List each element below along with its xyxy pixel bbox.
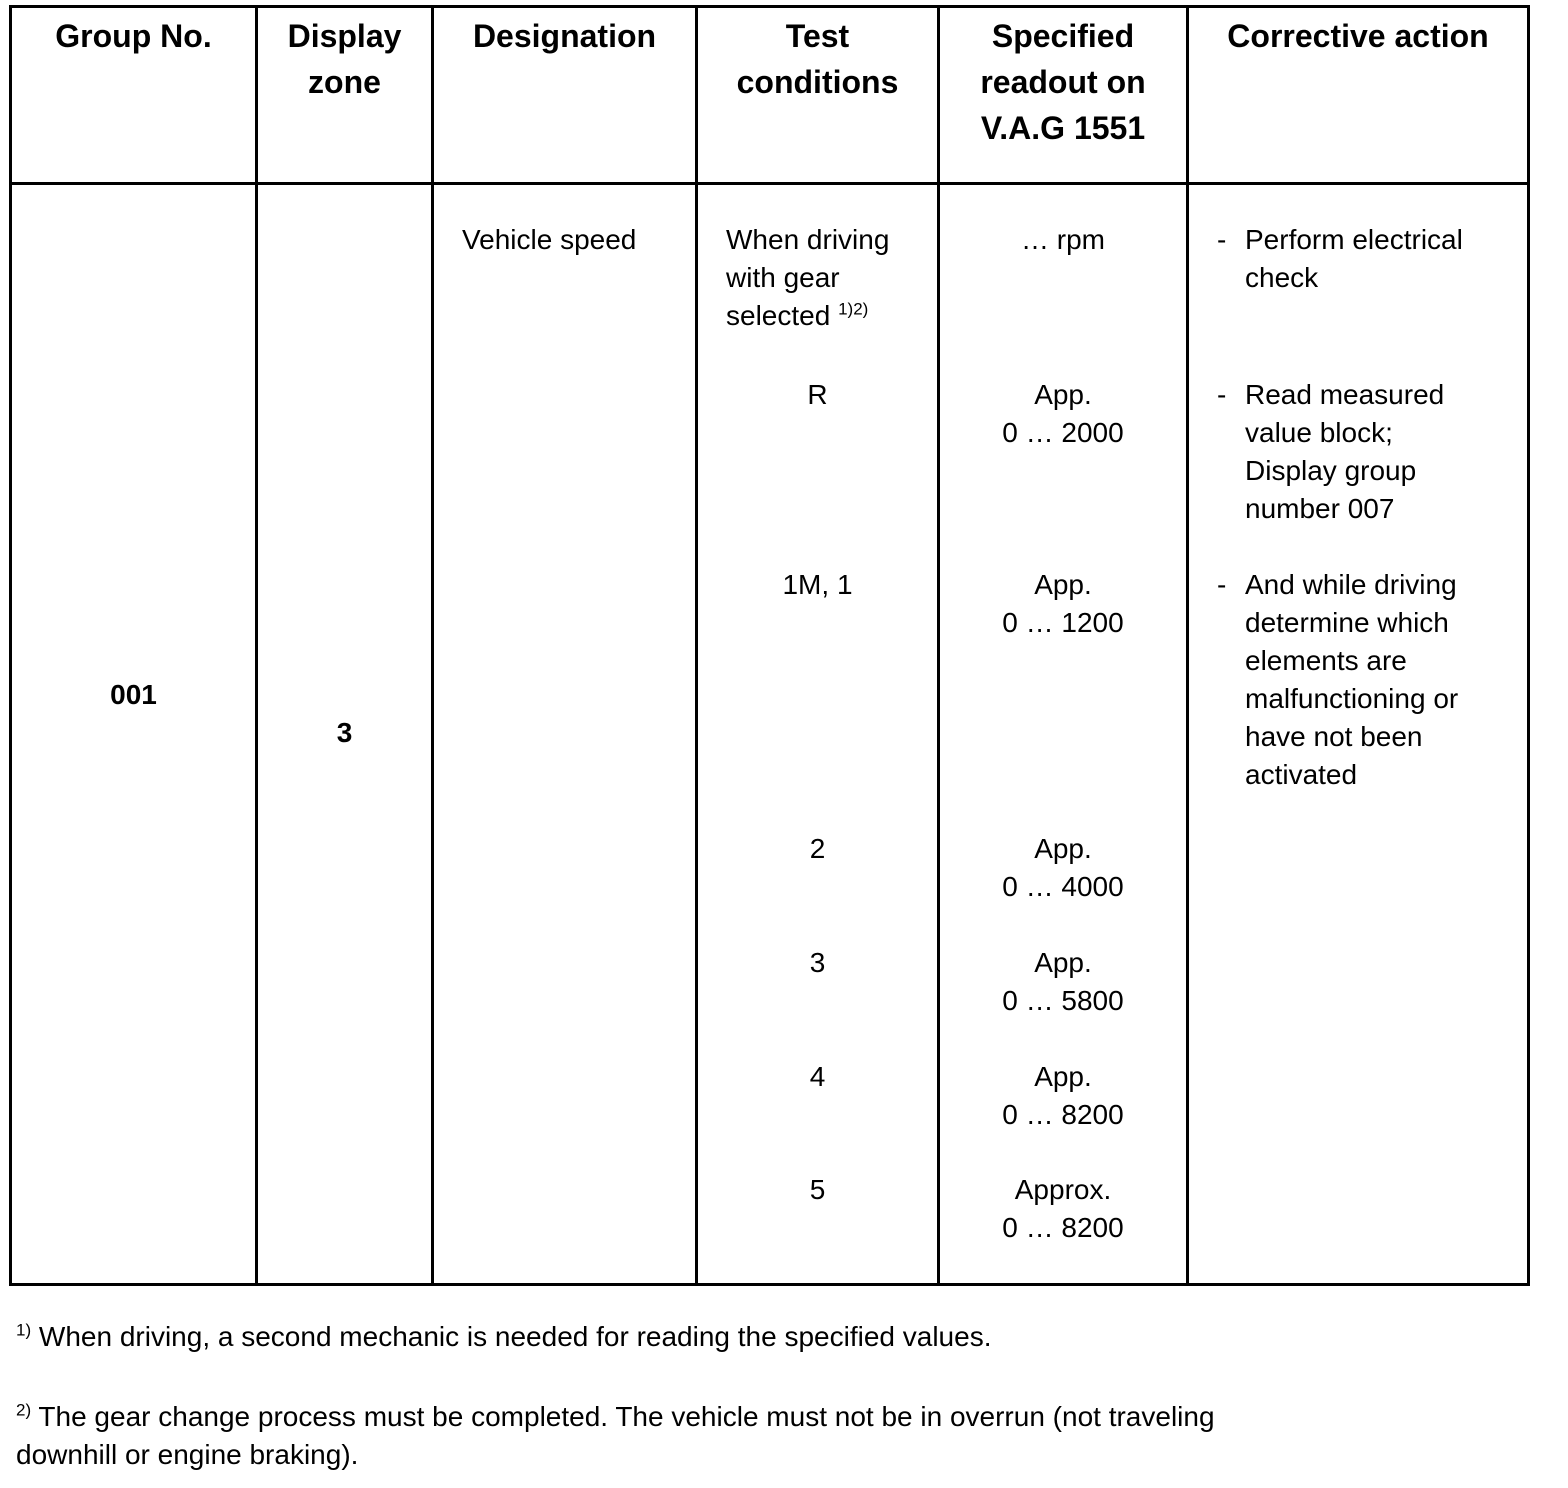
footnote-1: $^{1)}$ When driving, a second mechanic is needed for reading the specified values.: [16, 1320, 992, 1352]
gear-readout: App. 0 … 2000: [1002, 379, 1124, 448]
corrective-action-item: - Read measured value block; Display group number 007: [1217, 379, 1445, 524]
gear-condition: 4: [809, 1061, 826, 1092]
column-divider: [1186, 8, 1189, 1283]
gear-readout: App. 0 … 1200: [1002, 569, 1124, 638]
column-divider: [255, 8, 258, 1283]
header-designation: Designation: [472, 18, 657, 54]
gear-condition: 3: [809, 947, 826, 978]
header-display-zone: Display zone: [287, 18, 402, 100]
corrective-action-item: - And while driving determine which elements are malfunctioning or have not been activated: [1217, 569, 1459, 790]
header-group-no: Group No.: [55, 18, 212, 54]
readout-intro: … rpm: [1021, 224, 1105, 255]
footnote-2: $^{2)}$ The gear change process must be completed. The vehicle must not be in overrun (not traveling downhill or engine braking).: [16, 1400, 1215, 1470]
gear-readout: App. 0 … 8200: [1002, 1061, 1124, 1130]
header-corrective-action: Corrective action: [1227, 18, 1489, 54]
footnote-mark: 2): [16, 1400, 32, 1420]
header-test-conditions: Test conditions: [736, 18, 899, 100]
test-conditions-intro: When driving with gear selected $^{1)2)}$: [726, 224, 890, 331]
display-zone-value: 3: [336, 717, 353, 748]
gear-condition: 1M, 1: [782, 569, 853, 600]
gear-readout: App. 0 … 4000: [1002, 833, 1124, 902]
corrective-action-item: - Perform electrical check: [1217, 224, 1463, 293]
gear-condition: 5: [809, 1174, 826, 1205]
footnote-reference: 1)2): [838, 299, 869, 319]
gear-readout: Approx. 0 … 8200: [1002, 1174, 1124, 1243]
header-divider: [12, 182, 1527, 185]
diagnostic-table: [9, 5, 1530, 1286]
group-number: 001: [110, 679, 157, 710]
gear-readout: App. 0 … 5800: [1002, 947, 1124, 1016]
header-specified-readout: Specified readout on V.A.G 1551: [980, 18, 1146, 146]
gear-condition: R: [807, 379, 828, 410]
column-divider: [431, 8, 434, 1283]
footnote-mark: 1): [16, 1320, 32, 1340]
gear-condition: 2: [809, 833, 826, 864]
designation-value: Vehicle speed: [462, 224, 637, 255]
